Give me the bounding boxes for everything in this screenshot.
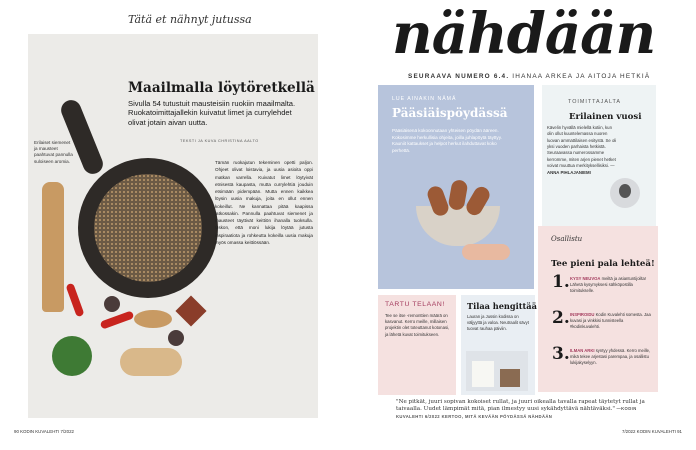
- article-title: Maailmalla löytöretkellä: [128, 80, 315, 96]
- item-text: meiltä ja asiantuntijoilta! Lähetä kysymyksesi sähköpostilla toimitukselle.: [570, 276, 647, 293]
- participate-script: Osallistu: [551, 235, 583, 243]
- page-footer-right: 7/2022 KODIN KUVALEHTI 91: [622, 429, 682, 434]
- item-number: 1.: [552, 272, 570, 292]
- article-byline: TEKSTI JA KUVA CHRISTINA AALTO: [180, 139, 259, 143]
- home-feature-text: Lauran ja Jussin kodissa on väljyyttä ja valoa. Neutraalit sävyt tuovat rauhaa päiviin.: [467, 314, 529, 332]
- wooden-fork-graphic: [42, 182, 64, 312]
- next-issue-line: [408, 73, 650, 80]
- participate-item: [570, 276, 654, 294]
- easter-title: Pääsiäispöydässä: [392, 106, 508, 120]
- diy-box: [378, 295, 456, 395]
- editor-text: Kävelin hyvällä mielellä kotiin, kun olin ollut kuuntelemassa nuoren luovan ammattilaisen esitystä. Se oli yksi vuoden parhaista hetkistä. Seuraavassa numerossamme kerromme, miten arjen pienet hetket voivat muuttua merkityksellisiksi. — ANNA PIHLAJANIEMI: [547, 125, 617, 175]
- section-kicker: Tätä et nähnyt jutussa: [128, 13, 252, 26]
- quote-source: —KODIN KUVALEHTI 6/2022 KERTOO, MITÄ KEVÄÄN PÖYDÄSSÄ NÄHDÄÄN: [396, 406, 637, 419]
- item-lead: INSPIROIDU: [570, 312, 595, 317]
- editor-kicker: TOIMITTAJALTA: [568, 99, 622, 105]
- ginger-graphic: [120, 348, 182, 376]
- participate-item: [570, 348, 654, 366]
- easter-kicker: LUE AINAKIN NÄMÄ: [392, 96, 457, 102]
- participate-item: [570, 312, 654, 330]
- diy-text: Tee se itse -remonttien määrä on kasvanut. Kerro meille, millaisen projektin olet toteuttanut kotonasi, ja lähetä kuvat toimitukseen.: [385, 313, 450, 337]
- editor-avatar: [610, 178, 640, 208]
- diy-title: TARTU TELAAN!: [385, 301, 445, 308]
- hand-graphic: [462, 244, 510, 260]
- editor-title: Erilainen vuosi: [569, 112, 642, 122]
- herb-graphic: [52, 336, 92, 376]
- item-number: 2.: [552, 308, 570, 328]
- page-footer-left: 90 KODIN KUVALEHTI 7/2022: [14, 429, 74, 434]
- dried-lime-graphic: [168, 330, 184, 346]
- article-body: Tämän ruokajutun tekeminen opetti paljon. Ohjeet olivat loistavia, ja uusia asioita oppi matkan varrella. Kuivatut limet löytyivät etnisestä kaupasta, mutta currylehtiä jouduin etsimään pidempään. Mutta ennen kaikkea löysin uusia makuja, joita en ollut ennen kokeillut. Ne kannattaa pitää kaapissa jatkossakin. Pannulla paahtuvat siemenet ja mausteet täyttivät keittiön ihanalla tuoksulla. Uskon, että moni lukija löytää jutusta inspiraatiota ja rohkeutta kokeilla uusia makuja myös omassa keittiössään.: [215, 160, 313, 245]
- item-text: syntyy yhdessä. Kerro meille, mikä tekee arjestasi parempaa, ja osallistu lukijakyselyyn.: [570, 348, 651, 365]
- next-issue-date: SEURAAVA NUMERO 6.4.: [408, 73, 510, 80]
- item-lead: KYSY NEUVOA: [570, 276, 601, 281]
- pull-quote: [396, 399, 662, 421]
- masthead-title: nähdään: [392, 1, 656, 67]
- home-feature-title: Tilaa hengittää: [467, 301, 537, 311]
- photo-caption: Erilaiset siemenet ja mausteet paahtuvat pannulla suloiseen aromia.: [34, 140, 73, 164]
- wooden-spoon-graphic: [134, 310, 172, 328]
- next-issue-tagline: IHANAA ARKEA JA AITOJA HETKIÄ: [509, 73, 651, 80]
- quote-text: "Ne pitkät, juuri sopivan kokoiset rullat, ja juuri oikealla tavalla rapeat täytetyt rullat ja taivaalla. Uudet lämpimät mitä, pian ilmestyy uusi sykähdyttävä nähtäväksi.": [396, 399, 645, 413]
- dried-lime-graphic: [104, 296, 120, 312]
- easter-text: Pääsiäisenä kokoonnutaan yhteisen pöydän ääreen. Kokosimme herkullisia ohjeita, joilla juhlapöytä täyttyy. Kauniit kattaukset ja helpot herkut ilahduttavat koko perhettä.: [392, 128, 502, 153]
- editor-body: Kävelin hyvällä mielellä kotiin, kun olin ollut kuuntelemassa nuoren luovan ammattilaisen esitystä. Se oli yksi vuoden parhaista hetkistä. Seuraavassa numerossamme kerromme, miten arjen pienet hetket voivat muuttua merkityksellisiksi.: [547, 125, 617, 169]
- item-lead: ILMAN ARKI: [570, 348, 595, 353]
- right-page: [348, 0, 696, 450]
- toasted-seeds-graphic: [94, 174, 202, 282]
- item-number: 3.: [552, 344, 570, 364]
- article-deck: Sivulla 54 tutustuit mausteisiin ruokiin maailmalta. Ruokatoimittajallekin kuivatut limet ja currylehdet olivat jotain aivan uutta.: [128, 99, 296, 127]
- room-photo: [466, 351, 528, 391]
- item-text: Kodin Kuvalehti somesta. Jaa kuvasi ja vinkkisi tunnisteella #kodinkuvalehti.: [570, 312, 651, 329]
- editor-signature: ANNA PIHLAJANIEMI: [547, 169, 591, 175]
- participate-title: Tee pieni pala lehteä!: [551, 259, 655, 269]
